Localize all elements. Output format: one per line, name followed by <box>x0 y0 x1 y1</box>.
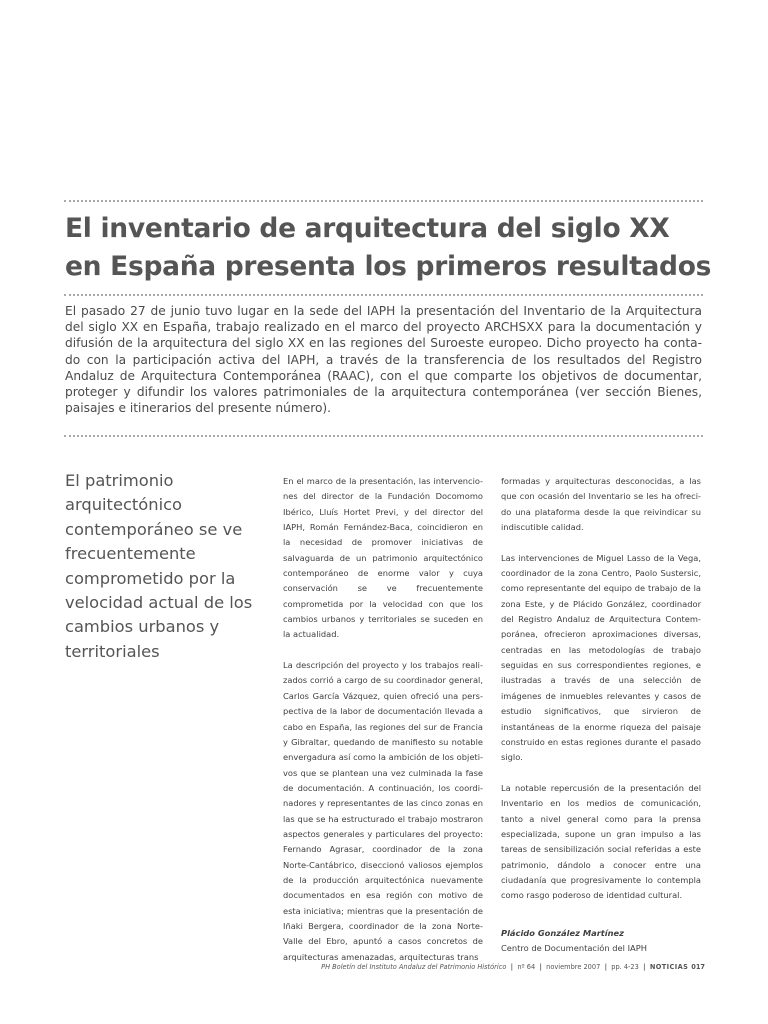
section-name: NOTICIAS <box>649 963 689 971</box>
separator-bar: | <box>640 963 648 971</box>
article-lead: El pasado 27 de junio tuvo lugar en la sede del IAPH la presentación del Inventario de la Arquitectura del siglo XX en España, trabajo realizado en el marco del proyecto ARCHSXX para la documentación y difusión de la arquitectura del siglo XX en las regiones del Suroeste europeo. Dicho proyecto ha contado con la participación activa del IAPH, a través de la transferencia de los resultados del Registro Andaluz de Arquitectura Contemporánea (RAAC), con el que comparte los objetivos de documentar, proteger y difundir los valores patrimoniales de la arquitectura contemporánea (ver sección Bienes, paisajes e itinerarios del presente número). <box>65 304 702 416</box>
issue-number: nº 64 <box>517 963 536 971</box>
body-paragraph: formadas y arquitecturas desconocidas, a las que con ocasión del Inventario se les ha ofrecido una plataforma desde la que reivindicar su indiscutible calidad. <box>501 476 701 533</box>
issue-date: noviembre 2007 <box>546 963 601 971</box>
pull-quote: El patrimonio arquitectónico contemporáneo se ve frecuentemente comprometido por la velocidad actual de los cambios urbanos y territoriales <box>65 471 253 661</box>
body-column-1 <box>283 474 483 965</box>
page-footer <box>321 963 705 971</box>
body-column-2 <box>501 474 701 956</box>
journal-name: PH Boletín del Instituto Andaluz del Patrimonio Histórico <box>321 963 507 971</box>
author-name: Plácido González Martínez <box>501 927 624 938</box>
signature <box>501 926 701 957</box>
lead-divider <box>64 435 703 437</box>
body-paragraph: La descripción del proyecto y los trabajos realizados corrió a cargo de su coordinador general, Carlos García Vázquez, quien ofreció una perspectiva de la labor de documentación llevada a cabo en España, las regiones del sur de Francia y Gibraltar, quedando de manifiesto su notable envergadura así como la ambición de los objetivos que se plantean una vez culminada la fase de documentación. A continuación, los coordinadores y representantes de las cinco zonas en las que se ha estructurado el trabajo mostraron aspectos generales y particulares del proyecto: Fernando Agrasar, coordinador de la zona Norte-Cantábrico, diseccionó valiosos ejemplos de la producción arquitectónica nuevamente documentados en esa región con motivo de esta iniciativa; mientras que la presentación de Iñaki Bergera, coordinador de la zona Norte-Valle del Ebro, apuntó a casos concretos de arquitecturas amenazadas, arquitecturas trans <box>283 660 483 962</box>
page-range: pp. 4-23 <box>611 963 639 971</box>
title-line-1: El inventario de arquitectura del siglo XX <box>65 213 670 244</box>
top-divider <box>64 200 703 202</box>
body-paragraph: La notable repercusión de la presentación del Inventario en los medios de comunicación, tanto a nivel general como para la prensa especializada, supone un gran impulso a las tareas de sensibilización social referidas a este patrimonio, dándolo a conocer entre una ciudadanía que progresivamente lo contempla como rasgo poderoso de identidad cultural. <box>501 782 701 901</box>
title-divider <box>64 294 703 296</box>
page-number: 017 <box>691 963 705 971</box>
separator-bar: | <box>537 963 545 971</box>
body-paragraph: En el marco de la presentación, las intervenciones del director de la Fundación Docomomo Ibérico, Lluís Hortet Previ, y del director del IAPH, Román Fernández-Baca, coincidieron en la necesidad de promover iniciativas de salvaguarda de un patrimonio arquitectónico contemporáneo de enorme valor y cuya conservación se ve frecuentemente comprometida por la velocidad con que los cambios urbanos y territoriales se suceden en la actualidad. <box>283 476 483 640</box>
body-paragraph: Las intervenciones de Miguel Lasso de la Vega, coordinador de la zona Centro, Paolo Sustersic, como representante del equipo de trabajo de la zona Este, y de Plácido González, coordinador del Registro Andaluz de Arquitectura Contemporánea, ofrecieron aproximaciones diversas, centradas en las metodologías de trabajo seguidas en sus correspondientes regiones, e ilustradas a través de una selección de imágenes de inmuebles relevantes y casos de estudio significativos, que sirvieron de instantáneas de la enorme riqueza del paisaje construido en estas regiones durante el pasado siglo. <box>501 552 701 763</box>
separator-bar: | <box>602 963 610 971</box>
article-title <box>65 210 715 286</box>
title-line-2: en España presenta los primeros resultados <box>65 251 712 282</box>
separator-bar: | <box>508 963 516 971</box>
author-affiliation: Centro de Documentación del IAPH <box>501 942 647 953</box>
